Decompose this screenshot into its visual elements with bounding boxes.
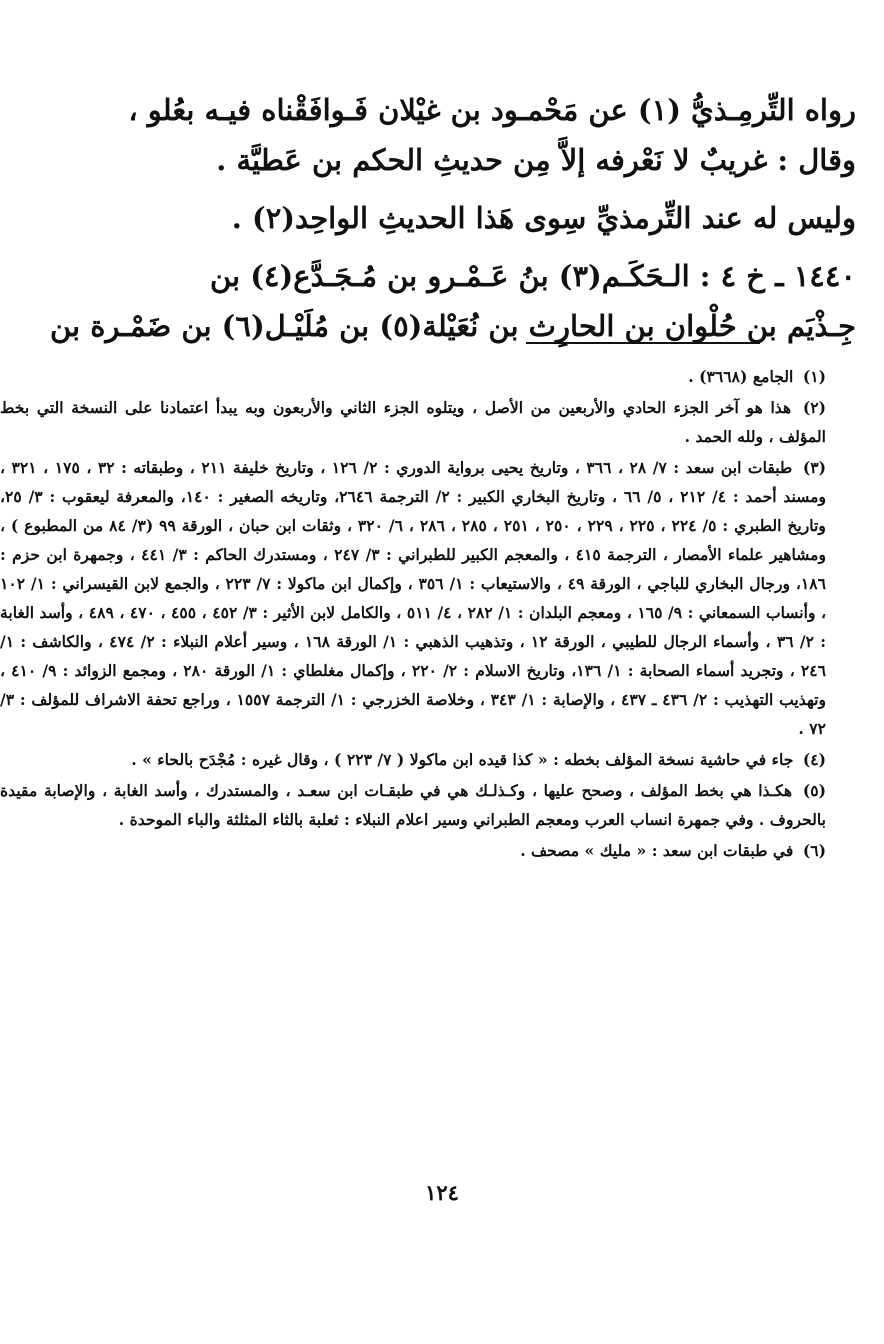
paragraph-line: وقال : غريبٌ لا نَعْرفه إلاَّ مِن حديثِ الحكم بن عَطيَّة . <box>216 142 856 177</box>
footnote <box>0 745 826 774</box>
footnote <box>0 453 826 743</box>
main-text <box>30 86 856 351</box>
footnote <box>0 836 826 865</box>
footnote-text: في طبقات ابن سعد : « مليك » مصحف . <box>520 841 794 860</box>
footnote-number: (٦) <box>802 841 826 860</box>
entry-line: ١٤٤٠ ـ خ ٤ : الـحَكَـم(٣) بنُ عَـمْـرو بن مُـجَـدَّع(٤) بن <box>209 258 856 293</box>
footnote <box>0 776 826 834</box>
footnote-number: (٥) <box>802 781 826 800</box>
paragraph-note: وليس له عند التِّرمذيِّ سِوى هَذا الحديثِ الواحِد(٢) . <box>231 200 856 235</box>
footnotes <box>0 362 826 867</box>
entry-line: جِـذْيَم بن حُلْوان بن الحارِث بن نُعَيْلة(٥) بن مُلَيْـل(٦) بن ضَمْـرة بن <box>49 308 856 343</box>
footnote <box>0 393 826 451</box>
footnote-number: (٤) <box>802 750 826 769</box>
footnote-text: الجامع (٣٦٦٨) . <box>688 367 794 386</box>
footnote-number: (٣) <box>802 458 827 477</box>
page-number: ١٢٤ <box>425 1180 459 1205</box>
footnote-text: هذا هو آخر الجزء الحادي والأربعين من الأصل ، ويتلوه الجزء الثاني والأربعون وبه يبدأ اعتمادنا على النسخة التي بخط المؤلف ، ولله الحمد . <box>0 398 826 446</box>
footnote-number: (١) <box>802 367 826 386</box>
paragraph-line: رواه التِّرمِـذيُّ (١) عن مَحْمـود بن غيْلان فَـوافَقْناه فيـه بعُلو ، <box>128 93 856 127</box>
biography-entry <box>30 252 856 352</box>
footnote-text: جاء في حاشية نسخة المؤلف بخطه : « كذا قيده ابن ماكولا ( ٧/ ٢٢٣ ) ، وقال غيره : مُجْدَح بالحاء » . <box>131 750 794 769</box>
footnote-divider <box>526 342 760 344</box>
footnote-number: (٢) <box>802 398 826 417</box>
paragraph-tirmidhi <box>30 86 856 186</box>
footnote-text: طبقات ابن سعد : ٧/ ٢٨ ، ٣٦٦ ، وتاريخ يحيى برواية الدوري : ٢/ ١٢٦ ، وتاريخ خليفة ٢١١ ، وطبقاته : ٣٢ ، ١٧٥ ، ٣٢١ ، ومسند أحمد : ٤/ ٢١٢ ، ٥/ ٦٦ ، وتاريخ البخاري الكبير : ٢/ الترجمة ٢٦٤٦، وتاريخه الصغير : ١٤٠، والمعرفة ليعقوب : ٣/ ٢٥، وتاريخ الطبري : ٥/ ٢٢٤ ، ٢٢٥ ، ٢٢٩ ، ٢٥٠ ، ٢٥١ ، ٢٨٥ ، ٢٨٦ ، ٦/ ٣٢٠ ، وثقات ابن حبان ، الورقة ٩٩ (٣/ ٨٤ من المطبوع ) ، ومشاهير علماء الأمصار ، الترجمة ٤١٥ ، والمعجم الكبير للطبراني : ٣/ ٢٤٧ ، ومستدرك الحاكم : ٣/ ٤٤١ ، وجمهرة ابن حزم : ١٨٦، ورجال البخاري للباجي ، الورقة ٤٩ ، والاستيعاب : ١/ ٣٥٦ ، وإكمال ابن ماكولا : ٧/ ٢٢٣ ، والجمع لابن القيسراني : ١/ ١٠٢ ، وأنساب السمعاني : ٩/ ١٦٥ ، ومعجم البلدان : ١/ ٢٨٢ ، ٤/ ٥١١ ، والكامل لابن الأثير : ٣/ ٤٥٢ ، ٤٥٥ ، ٤٧٠ ، ٤٨٩ ، وأسد الغابة : ٢/ ٣٦ ، وأسماء الرجال للطيبي ، الورقة ١٢ ، وتذهيب الذهبي : ١/ الورقة ١٦٨ ، وسير أعلام النبلاء : ٢/ ٤٧٤ ، والكاشف : ١/ ٢٤٦ ، وتجريد أسماء الصحابة : ١/ ١٣٦، وتاريخ الاسلام : ٢/ ٢٢٠ ، وإكمال مغلطاي : ١/ الورقة ٢٨٠ ، ومجمع الزوائد : ٩/ ٤١٠ ، وتهذيب التهذيب : ٢/ ٤٣٦ ـ ٤٣٧ ، والإصابة : ١/ ٣٤٣ ، وخلاصة الخزرجي : ١/ الترجمة ١٥٥٧ ، وراجع تحفة الاشراف للمؤلف : ٣/ ٧٢ . <box>0 458 827 738</box>
footnote-text: هكـذا هي بخط المؤلف ، وصحح عليها ، وكـذلـك هي في طبقـات ابن سعـد ، والمستدرك ، وأسد الغابة ، والإصابة مقيدة بالحروف . وفي جمهرة انساب العرب ومعجم الطبراني وسير اعلام النبلاء : ثعلبة بالثاء المثلثة والباء الموحدة . <box>0 781 826 829</box>
footnote <box>0 362 826 391</box>
page-body <box>30 86 856 359</box>
